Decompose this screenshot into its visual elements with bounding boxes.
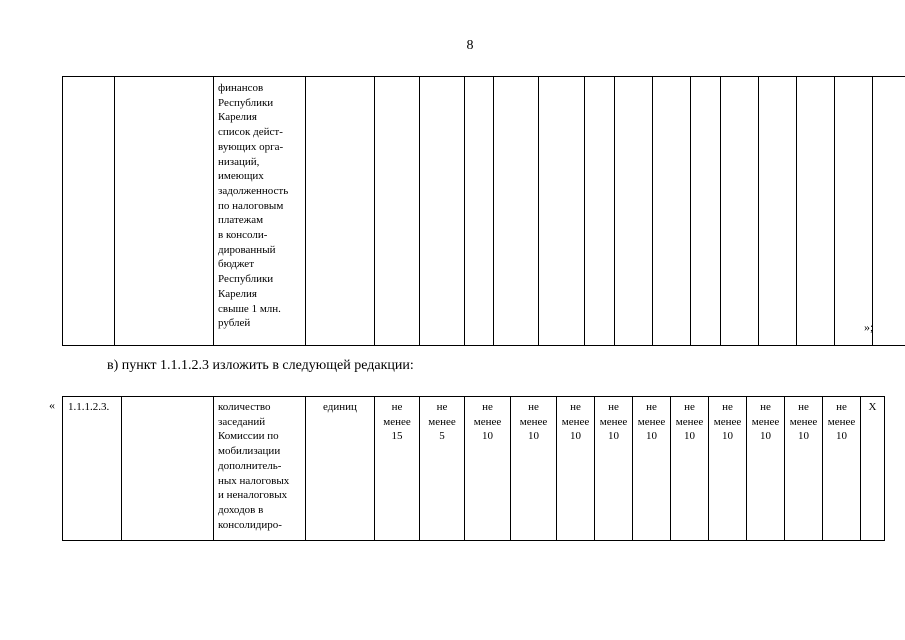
table-cell — [115, 77, 214, 346]
text-line: заседаний — [218, 415, 266, 428]
closing-quote: »; — [864, 320, 874, 334]
indicator-text-cell — [214, 77, 306, 346]
text-line: Республики — [218, 96, 274, 109]
value-line: не — [722, 401, 733, 413]
value-line: менее — [519, 415, 548, 428]
text-line: мобилизации — [218, 445, 281, 458]
table-cell — [585, 77, 615, 346]
text-line: список дейст- — [218, 126, 283, 139]
target-value-cell — [785, 397, 823, 541]
target-value-cell — [375, 397, 420, 541]
value-line: менее — [383, 415, 411, 428]
text-line: доходов в — [218, 503, 264, 516]
value-line: менее — [473, 415, 502, 428]
text-line: свыше 1 млн. — [218, 302, 281, 315]
text-line: консолидиро- — [218, 518, 282, 531]
value-line: 10 — [836, 430, 847, 443]
value-line: не — [798, 401, 809, 413]
value-line: менее — [428, 415, 456, 428]
value-line: не — [436, 401, 448, 413]
table-cell — [797, 77, 835, 346]
value-line: не — [570, 401, 581, 413]
bottom-table — [62, 396, 885, 541]
opening-quote: « — [49, 398, 55, 412]
value-line: 10 — [684, 430, 695, 443]
table-row — [63, 397, 885, 541]
table-cell — [465, 77, 494, 346]
target-value-cell — [709, 397, 747, 541]
value-line: не — [646, 401, 657, 413]
text-line: Республики — [218, 273, 274, 286]
text-line: бюджет — [218, 258, 254, 271]
indicator-text-cell — [214, 397, 306, 541]
table-cell — [721, 77, 759, 346]
text-line: Карелия — [218, 111, 257, 124]
value-line: не — [391, 401, 403, 413]
value-line: не — [684, 401, 695, 413]
target-value-cell — [823, 397, 861, 541]
text-line: ных налоговых — [218, 474, 290, 487]
value-line: 10 — [646, 430, 657, 443]
value-line: менее — [751, 415, 780, 428]
value-line: не — [528, 401, 539, 413]
text-line: Карелия — [218, 287, 257, 300]
value-line: 10 — [608, 430, 619, 443]
text-line: Комиссии по — [218, 430, 279, 443]
text-line: платежам — [218, 214, 264, 227]
unit-cell: единиц — [306, 397, 375, 541]
target-value-cell — [747, 397, 785, 541]
text-line: по налоговым — [218, 199, 284, 212]
value-line: не — [836, 401, 847, 413]
table-cell — [122, 397, 214, 541]
table-cell — [539, 77, 585, 346]
table-cell — [873, 77, 905, 346]
target-value-cell — [557, 397, 595, 541]
value-line: 10 — [570, 430, 581, 443]
table-cell — [691, 77, 721, 346]
text-line: дополнитель- — [218, 459, 282, 472]
item-code-cell: 1.1.1.2.3. — [63, 397, 122, 541]
value-line: менее — [827, 415, 856, 428]
text-line: имеющих — [218, 170, 264, 183]
text-line: низаций, — [218, 155, 260, 168]
amendment-instruction: в) пункт 1.1.1.2.3 изложить в следующей редакции: — [107, 358, 414, 373]
value-line: 10 — [482, 430, 493, 443]
top-table — [62, 76, 905, 346]
value-line: менее — [599, 415, 628, 428]
table-cell — [653, 77, 691, 346]
value-line: 10 — [528, 430, 539, 443]
target-value-cell — [465, 397, 511, 541]
table-cell — [375, 77, 420, 346]
target-value-cell — [420, 397, 465, 541]
page-number: 8 — [466, 38, 474, 53]
target-value-cell — [595, 397, 633, 541]
last-column-cell: Х — [861, 397, 885, 541]
value-line: не — [482, 401, 493, 413]
table-cell — [420, 77, 465, 346]
value-line: менее — [789, 415, 818, 428]
value-line: 10 — [798, 430, 809, 443]
text-line: задолженность — [218, 184, 289, 197]
table-cell — [835, 77, 873, 346]
text-line: рублей — [218, 317, 251, 330]
text-line: и неналоговых — [218, 489, 288, 502]
value-line: менее — [713, 415, 742, 428]
value-line: 10 — [722, 430, 733, 443]
table-cell — [63, 77, 115, 346]
value-line: 15 — [391, 430, 403, 443]
value-line: не — [608, 401, 619, 413]
value-line: менее — [637, 415, 666, 428]
text-line: количество — [218, 401, 271, 413]
table-row — [63, 77, 905, 346]
value-line: менее — [675, 415, 704, 428]
target-value-cell — [511, 397, 557, 541]
text-line: вующих орга- — [218, 140, 284, 153]
table-cell — [306, 77, 375, 346]
value-line: менее — [561, 415, 590, 428]
table-cell — [759, 77, 797, 346]
value-line: 10 — [760, 430, 771, 443]
value-line: не — [760, 401, 771, 413]
table-cell — [494, 77, 539, 346]
text-line: дированный — [218, 243, 276, 256]
target-value-cell — [633, 397, 671, 541]
text-line: в консоли- — [218, 229, 268, 242]
table-cell — [615, 77, 653, 346]
value-line: 5 — [439, 430, 445, 443]
target-value-cell — [671, 397, 709, 541]
text-line: финансов — [218, 82, 264, 94]
